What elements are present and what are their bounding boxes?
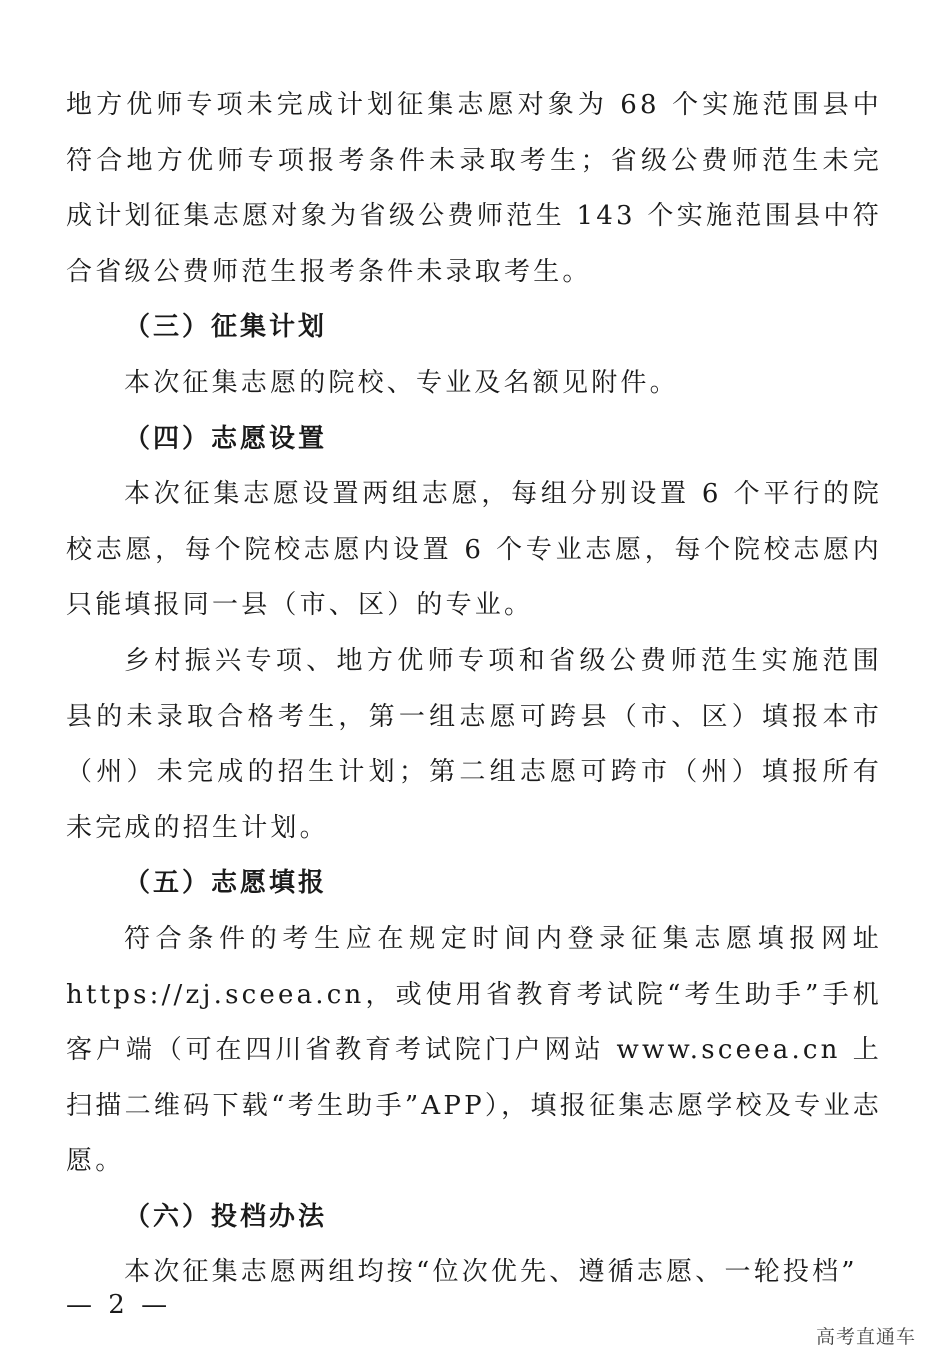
watermark-text: 高考直通车 [815,1326,916,1348]
paragraph-plan: 本次征集志愿的院校、专业及名额见附件。 [124,367,679,398]
paragraph-cross-county: 乡村振兴专项、地方优师专项和省级公费师范生实施范围县的未录取合格考生，第一组志愿可跨县（市、区）填报本市（州）未完成的招生计划；第二组志愿可跨市（州）填报所有未完成的招生计划。 [66,645,882,843]
heading-section-5: （五）志愿填报 [124,868,328,899]
heading-section-4: （四）志愿设置 [124,423,328,454]
heading-section-6: （六）投档办法 [124,1201,328,1232]
paragraph-eligibility: 地方优师专项未完成计划征集志愿对象为 68 个实施范围县中符合地方优师专项报考条件未录取考生；省级公费师范生未完成计划征集志愿对象为省级公费师范生 143 个实施范围县中符合省级公费师范生报考条件未录取考生。 [66,90,882,287]
paragraph-volunteer-setup: 本次征集志愿设置两组志愿，每组分别设置 6 个平行的院校志愿，每个院校志愿内设置 6 个专业志愿，每个院校志愿内只能填报同一县（市、区）的专业。 [66,479,882,621]
heading-section-3: （三）征集计划 [124,312,328,343]
document-body [66,78,882,1301]
paragraph-admission-method: 本次征集志愿两组均按“位次优先、遵循志愿、一轮投档” [124,1257,858,1288]
page-number: — 2 — [66,1290,172,1320]
paragraph-filling: 符合条件的考生应在规定时间内登录征集志愿填报网址 https://zj.sceea.cn，或使用省教育考试院“考生助手”手机客户端（可在四川省教育考试院门户网站 www.sceea.cn 上扫描二维码下载“考生助手”APP），填报征集志愿学校及专业志愿。 [66,923,882,1177]
